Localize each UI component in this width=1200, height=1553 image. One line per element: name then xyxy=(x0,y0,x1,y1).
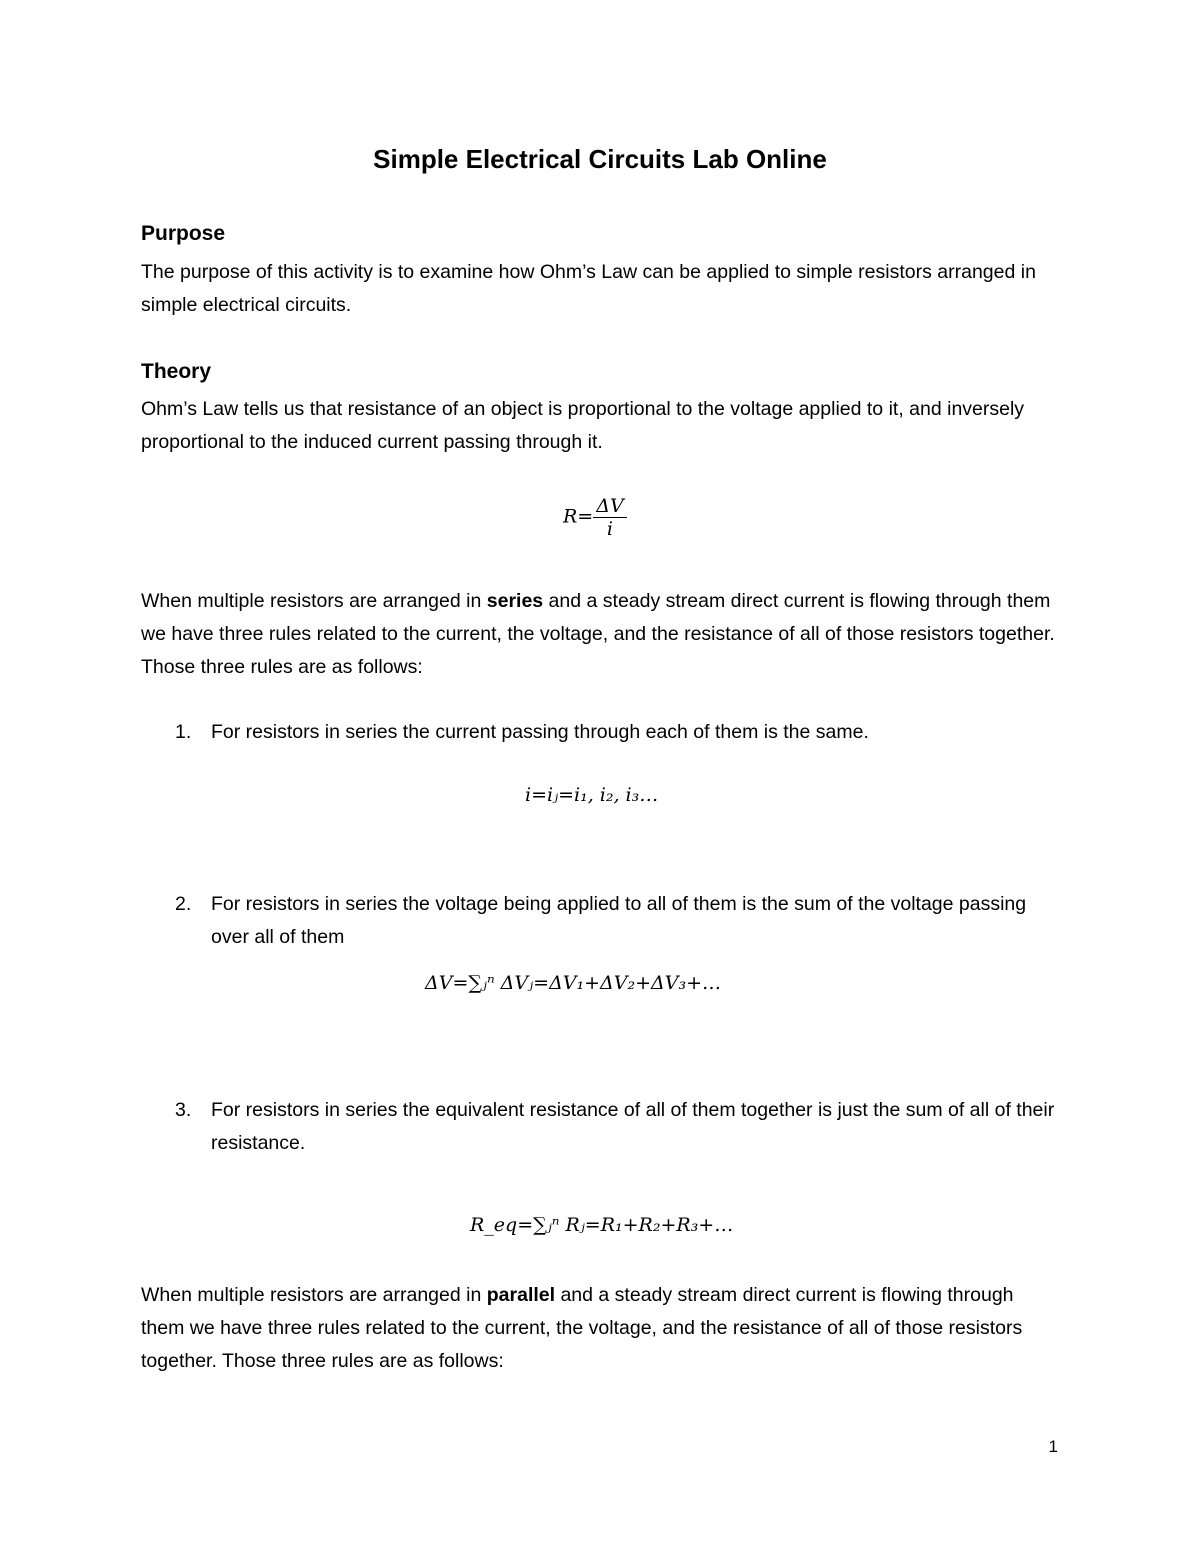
series-keyword: series xyxy=(486,590,544,612)
parallel-intro-after: and a steady stream direct current is flowing through them we have three rules related to the current, the voltage, and the resistance of all of those resistors together. Those three rules are as follows: xyxy=(141,1284,1023,1372)
list-number: 2. xyxy=(175,893,192,915)
ohms-law-lhs: R= xyxy=(563,505,594,528)
list-number: 1. xyxy=(175,721,192,743)
list-text: For resistors in series the voltage being applied to all of them is the sum of the voltage passing over all of them xyxy=(211,893,1027,948)
ohms-law-denominator: i xyxy=(606,518,613,540)
series-resistance-equation xyxy=(470,1214,733,1236)
series-intro xyxy=(141,585,1061,684)
parallel-keyword: parallel xyxy=(486,1284,556,1306)
purpose-heading: Purpose xyxy=(141,222,226,245)
list-text: For resistors in series the equivalent resistance of all of them together is just the sum of all of their resistance. xyxy=(211,1099,1055,1154)
list-number: 3. xyxy=(175,1099,192,1121)
purpose-text: The purpose of this activity is to examine how Ohm’s Law can be applied to simple resistors arranged in simple electrical circuits. xyxy=(141,261,1036,316)
list-text: For resistors in series the current passing through each of them is the same. xyxy=(211,721,869,743)
series-current-equation-text: i=iⱼ=i₁, i₂, i₃… xyxy=(525,784,659,806)
page-number: 1 xyxy=(1048,1437,1058,1456)
document-title: Simple Electrical Circuits Lab Online xyxy=(373,144,827,174)
series-current-equation xyxy=(525,784,658,806)
ohms-law-fraction xyxy=(593,495,626,540)
series-voltage-equation xyxy=(425,972,721,994)
parallel-intro-before: When multiple resistors are arranged in xyxy=(141,1284,487,1306)
series-intro-before: When multiple resistors are arranged in xyxy=(141,590,487,612)
parallel-intro xyxy=(141,1279,1061,1378)
ohms-law-equation xyxy=(563,495,627,540)
theory-heading: Theory xyxy=(141,360,212,383)
series-voltage-equation-text: ΔV=∑ⱼⁿ ΔVⱼ=ΔV₁+ΔV₂+ΔV₃+… xyxy=(425,972,722,994)
ohms-law-numerator: ΔV xyxy=(593,495,626,518)
theory-text: Ohm’s Law tells us that resistance of an object is proportional to the voltage applied to it, and inversely proportional to the induced current passing through it. xyxy=(141,398,1025,453)
series-intro-after: and a steady stream direct current is flowing through them we have three rules related to the current, the voltage, and the resistance of all of those resistors together. Those three rules are as follows: xyxy=(141,590,1055,678)
series-resistance-equation-text: R_eq=∑ⱼⁿ Rⱼ=R₁+R₂+R₃+… xyxy=(470,1214,734,1236)
